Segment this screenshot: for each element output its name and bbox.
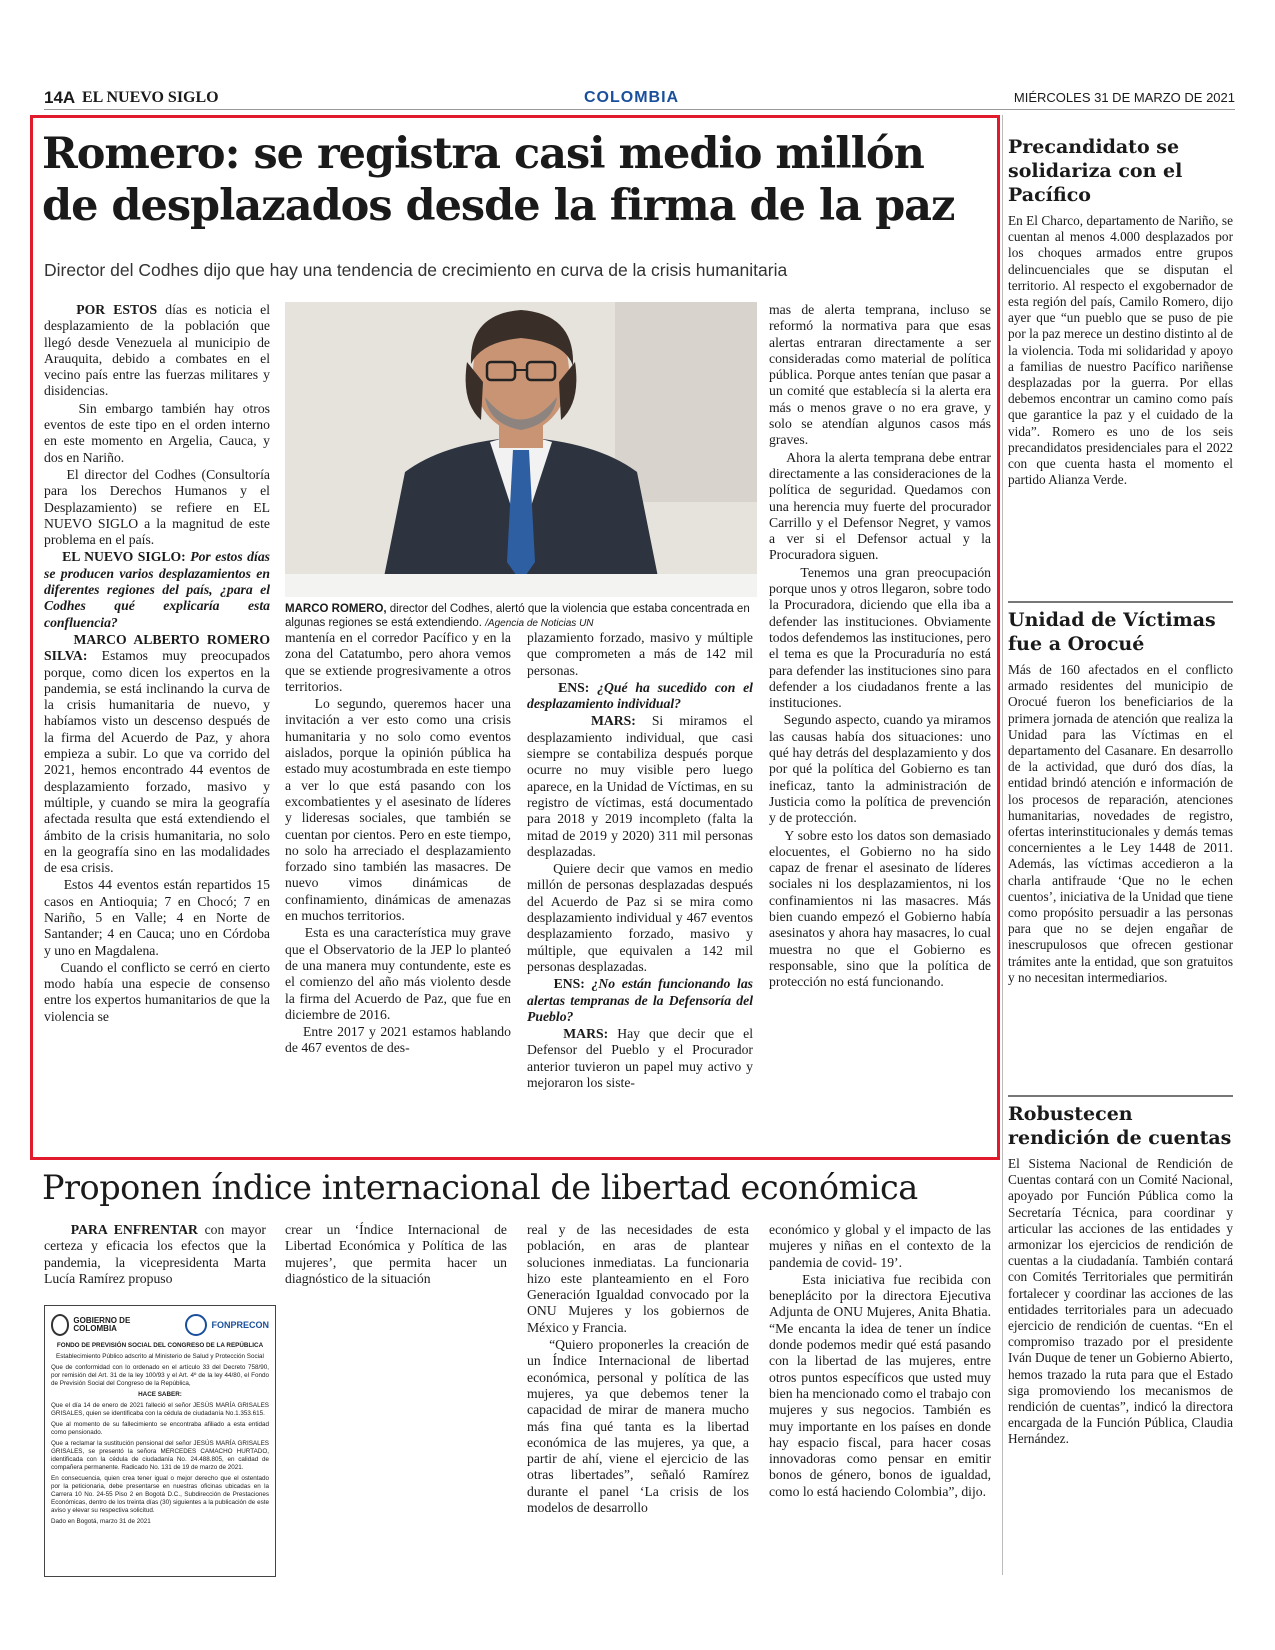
answer: [527, 1026, 753, 1091]
paragraph: [769, 828, 991, 991]
legal-notice: [44, 1305, 276, 1577]
notice-paragraph: En consecuencia, quien crea tener igual o mejor derecho que el ostentado por la peticionaria, debe presentarse en nuestras oficinas ubicadas en la Carrera 10 No. 24-55 Piso 2 en Bogotá D.C., Subdirección de Prestaciones Económicas, dentro de los treinta días (30) siguientes a la publicación de este aviso y elevar su respectiva solicitud.: [51, 1475, 269, 1514]
column-divider: [1002, 115, 1003, 1575]
paragraph: [769, 450, 991, 564]
notice-paragraph: Que a reclamar la sustitución pensional del señor JESÚS MARÍA GRISALES GRISALES, se presentó la señora MERCEDES CAMACHO HURTADO, identificada con la cédula de ciudadanía No. 24.488.805, en calidad de compañera permanente. Radicado No. 131 de 19 de marzo de 2021.: [51, 1440, 269, 1471]
article-column-4: [769, 302, 991, 991]
paragraph-text: Y sobre esto los datos son demasiado elocuentes, el Gobierno no ha sido capaz de frenar el asesinato de líderes sociales ni los desplazamientos, ni los confinamientos ni las masacres. Más bien cuando empezó el Gobierno había asesinatos y ahora hay masacres, lo cual muestra no que el Gobierno es responsable, sino que la política de protección no está funcionando.: [769, 827, 991, 990]
paragraph: [285, 1222, 507, 1287]
paragraph-text: “Quiero proponerles la creación de un Índice Internacional de libertad económica, personal y política de las mujeres, ya que debemos tener la capacidad de mirar de manera mucho más fina qué tanta es la libertad económica de las mujeres, ya que, a partir de ahí, viene el ejercicio de las otras libertades”, señaló Ramírez durante el panel ‘La crisis de los modelos de desarrollo: [527, 1337, 749, 1516]
paragraph: [44, 960, 270, 1025]
logo-text: GOBIERNO DE COLOMBIA: [73, 1316, 131, 1333]
page-header: [44, 88, 1235, 110]
paragraph: [285, 1024, 511, 1057]
question-text: ¿Qué ha sucedido con el desplazamiento individual?: [527, 679, 753, 712]
answer-text: Hay que decir que el Defensor del Pueblo y el Procurador anterior tuvieron un papel muy activo y mejoraron los siste-: [527, 1026, 754, 1091]
brief-title: Precandidato se solidariza con el Pacífico: [1008, 136, 1183, 206]
notice-logos: [51, 1314, 269, 1336]
paragraph-text: Esta es una característica muy grave que el Observatorio de la JEP lo planteó de una manera muy contundente, este es el comienzo del año más violento desde la firma del Acuerdo de Paz, que fue en diciembre de 2016.: [285, 925, 512, 1022]
paragraph: [44, 1222, 266, 1287]
brief-text: El Sistema Nacional de Rendición de Cuentas contará con un Comité Nacional, apoyado por Función Pública como la Secretaría Técnica, para coordinar y articular las acciones de las entidades y armonizar los ejercicios de rendición de cuentas a la ciudadanía. También contará con Comités Territoriales que permitirán fortalecer y coordinar las acciones de las entidades territoriales para un adecuado ejercicio de rendición de cuentas. “En el compromiso trazado por el presidente Iván Duque de tener un Gobierno Abierto, hemos trazado la ruta para que el Estado siga promoviendo los mecanismos de rendición de cuentas”, indicó la directora encargada de la Función Pública, Claudia Hernández.: [1008, 1156, 1233, 1447]
paragraph: [44, 302, 270, 400]
paragraph-text: Sin embargo también hay otros eventos de este tipo en el orden interno en este momento en Argelia, Cauca, y dos en Nariño.: [44, 400, 270, 465]
paragraph-text: días es noticia el desplazamiento de la población que llegó desde Venezuela al municipio de Arauquita, debido a combates en el vecino país entre las fuerzas militares y disidencias.: [44, 302, 271, 399]
answer-text: Si miramos el desplazamiento individual, que casi siempre se contabiliza después porque ocurre no muy visible pero luego aparece, en la Unidad de Víctimas, en su registro de víctimas, está documentado para 2018 y 2019 incompleto (falta la mitad de 2019 y 2020) 311 mil personas desplazadas.: [527, 713, 753, 859]
issue-date: MIÉRCOLES 31 DE MARZO DE 2021: [1013, 90, 1235, 105]
paragraph: [769, 1222, 991, 1271]
second-article-column-2: [285, 1222, 507, 1288]
title-line-1: Romero: se registra casi medio millón: [42, 129, 924, 179]
paragraph-text: real y de las necesidades de esta población, en aras de plantear soluciones inmediatas. La funcionaria hizo este planteamiento en el Foro Generación Igualdad convocado por la ONU Mujeres y los gobiernos de México y Francia.: [527, 1222, 749, 1335]
sidebar-brief-3: [1008, 1102, 1233, 1448]
paragraph: [527, 1222, 749, 1336]
paragraph-text: Tenemos una gran preocupación porque unos y otros llegaron, sobre todo la Procuradora, diciendo que ella iba a defender las instituciones. Obviamente todos defendemos las instituciones, pero el tema es que la Procuraduría no está para defender las instituciones sino para defender a los ciudadanos frente a las instituciones.: [769, 564, 992, 711]
notice-subheading: Establecimiento Público adscrito al Ministerio de Salud y Protección Social: [56, 1353, 264, 1360]
paragraph: [769, 565, 991, 712]
speaker: MARS:: [590, 713, 636, 729]
paragraph-text: Quiere decir que vamos en medio millón de personas desplazadas después del Acuerdo de Paz si se mira como desplazamiento individual y 467 eventos desplazamiento forzado, masivo y múltiple, que equivalen a 142 mil personas desplazadas.: [527, 861, 753, 974]
paragraph-text: El director del Codhes (Consultoría para los Derechos Humanos y el Desplazamiento) se refiere en EL NUEVO SIGLO a la magnitud de este problema en el país.: [44, 466, 270, 548]
paragraph-text: plazamiento forzado, masivo y múltiple que comprometen a más de 142 mil personas.: [527, 630, 753, 678]
article-column-2: [285, 630, 511, 1058]
article-deck: Director del Codhes dijo que hay una tendencia de crecimiento en curva de la crisis humanitaria: [44, 260, 788, 280]
second-article-column-4: [769, 1222, 991, 1501]
paragraph: [44, 467, 270, 548]
question-text: Por estos días se producen varios desplazamientos en diferentes regiones del país, ¿para el Codhes qué explicaría esta confluencia?: [44, 549, 270, 630]
speaker: ENS:: [553, 976, 585, 992]
answer: [527, 713, 753, 860]
paragraph-text: Segundo aspecto, cuando ya miramos las causas había dos situaciones: uno qué hay detrás del desplazamiento y dos por qué la política del Gobierno es tan ineficaz, tanto la administración de Justicia como la política de prevención y de protección.: [769, 712, 991, 826]
article-column-1: [44, 302, 270, 1026]
paragraph: [285, 696, 511, 924]
title-line-2: de desplazados desde la firma de la paz: [42, 181, 955, 231]
article-column-3: [527, 630, 753, 1092]
question: [44, 549, 270, 630]
paragraph-text: económico y global y el impacto de las mujeres y niñas en el contexto de la pandemia de covid- 19’.: [769, 1222, 991, 1270]
paragraph: [285, 630, 511, 695]
portrait-illustration: [285, 302, 757, 597]
paragraph: [527, 861, 753, 975]
paragraph: [527, 630, 753, 679]
sidebar-divider: [1008, 601, 1233, 603]
paragraph: [769, 712, 991, 826]
article-photo: [285, 302, 757, 597]
paragraph: [44, 877, 270, 958]
paragraph-text: mas de alerta temprana, incluso se reformó la normativa para que esas alertas entraran directamente a ser consideradas como material de política pública. Porque antes tenían que pasar a un comité que establecía si la alerta era más o menos grave o no era grave, y solo se atendían algunos casos más graves.: [769, 302, 991, 448]
paragraph-text: con mayor certeza y eficacia los efectos que la pandemia, la vicepresidenta Marta Lucía Ramírez propuso: [44, 1222, 266, 1286]
brief-text: En El Charco, departamento de Nariño, se cuentan al menos 4.000 desplazados por los choques armados entre grupos delincuenciales que se disputan el territorio. Al respecto el exgobernador de esta región del país, Camilo Romero, dijo ayer que “un pueblo que se puso de pie por la paz merece un destino distinto al de la violencia. Toda mi solidaridad y apoyo a familias de nuestro Pacífico nariñense desplazadas por la guerra. Por ellas debemos encontrar un camino como país que garantice la paz y el cuidado de la vida”. Romero es uno de los seis precandidatos presidenciales para el 2022 con que cuenta hasta el momento el partido Alianza Verde.: [1008, 213, 1233, 488]
fonprecon-logo: [185, 1314, 269, 1336]
section-name: COLOMBIA: [584, 89, 680, 106]
sidebar-divider: [1008, 1095, 1233, 1097]
second-article-column-3: [527, 1222, 749, 1517]
paragraph: [44, 401, 270, 466]
paragraph-text: Esta iniciativa fue recibida con beneplácito por la directora Ejecutiva Adjunta de ONU Mujeres, Anita Bhatia. “Me encanta la idea de tener un índice donde podemos medir qué está pasando con la libertad de las mujeres, entre otros puntos específicos que usted muy bien ha mencionado como el trabajo con mujeres y sus negocios. También es muy importante en los países en donde hay espacio fiscal, para hacer cosas innovadoras como pensar en emitir bonos de género, bonos de igualdad, como lo está haciendo Colombia”, dijo.: [769, 1271, 991, 1499]
brief-text: Más de 160 afectados en el conflicto armado residentes del municipio de Orocué fueron los beneficiarios de la primera jornada de atención que realiza la Unidad para las Víctimas en el departamento del Casanare. En desarrollo de la actividad, que duró dos días, la entidad brindó atención e información de los procesos de reparación, atenciones humanitarias, novedades de registro, ofertas interinstitucionales y demás temas concernientes a le Ley 1448 de 2011. Además, las víctimas accedieron a la charla antifraude ‘Que no le echen cuentos’, iniciativa de la Unidad que tiene como propósito persuadir a las personas para que no se dejen engañar de inescrupulosos que ofrecen gestionar trámites ante la entidad, que son gratuitos y no necesitan intermediarios.: [1008, 662, 1233, 985]
lead-in: PARA ENFRENTAR: [70, 1222, 198, 1237]
sidebar-brief-2: [1008, 608, 1233, 986]
notice-heading: FONDO DE PREVISIÓN SOCIAL DEL CONGRESO DE LA REPÚBLICA: [56, 1342, 264, 1349]
article-title: [42, 128, 992, 232]
paragraph-text: Estos 44 eventos están repartidos 15 casos en Antioquia; 7 en Chocó; 7 en Nariño, 5 en Valle; 4 en Norte de Santander; 4 en Cauca; uno en Córdoba y uno en Magdalena.: [44, 877, 270, 958]
notice-paragraph: Que el día 14 de enero de 2021 falleció el señor JESÚS MARÍA GRISALES GRISALES, quien se identificaba con la cédula de ciudadanía No.1.353.615.: [51, 1402, 269, 1417]
paragraph-text: Entre 2017 y 2021 estamos hablando de 467 eventos de des-: [285, 1024, 511, 1056]
question-text: ¿No están funcionando las alertas tempranas de la Defensoría del Pueblo?: [527, 976, 753, 1024]
caption-lead: MARCO ROMERO,: [285, 603, 387, 615]
caption-text: director del Codhes, alertó que la violencia que estaba concentrada en algunas regiones se está extendiendo.: [285, 603, 750, 629]
paragraph-text: Ahora la alerta temprana debe entrar directamente a las consideraciones de la política de seguridad. Quedamos con una herencia muy fuerte del procurador Carrillo y el Defensor Negret, y vamos a ver si el Defensor actual y la Procuradora siguen.: [769, 449, 991, 563]
paragraph: [527, 1337, 749, 1516]
paragraph: [285, 925, 511, 1023]
brief-title: Robustecen rendición de cuentas: [1008, 1103, 1232, 1149]
notice-paragraph: Dado en Bogotá, marzo 31 de 2021: [51, 1518, 151, 1525]
speaker: ENS:: [558, 679, 590, 695]
paragraph-text: mantenía en el corredor Pacífico y en la zona del Catatumbo, pero ahora vemos que se extiende progresivamente a otros territorios.: [285, 630, 511, 694]
paragraph-text: Cuando el conflicto se cerró en cierto modo había una especie de consenso entre los expertos humanitarios de que la violencia se: [44, 959, 271, 1024]
lead-in: POR ESTOS: [76, 302, 158, 317]
notice-paragraph: Que de conformidad con lo ordenado en el artículo 33 del Decreto 758/90, por remisión del Art. 31 de la ley 100/93 y el Art. 4º de la ley 44/80, el Fondo de Previsión Social del Congreso de la República,: [51, 1364, 269, 1387]
second-article-column-1: [44, 1222, 266, 1288]
notice-paragraph: Que al momento de su fallecimiento se encontraba afiliado a esta entidad como pensionado.: [51, 1421, 269, 1436]
speaker: EL NUEVO SIGLO:: [62, 549, 186, 565]
shield-icon: [51, 1314, 69, 1336]
paragraph: [769, 302, 991, 449]
speaker: MARCO ALBERTO ROMERO SILVA:: [44, 631, 271, 664]
paragraph: [769, 1272, 991, 1500]
government-logo: [51, 1314, 155, 1336]
paragraph-text: Lo segundo, queremos hacer una invitación a ver esto como una crisis humanitaria y no solo como eventos aislados, porque la opinión pública ha estado muy acostumbrada en este tiempo a ver lo que está pasando con los excombatientes y el asesinato de líderes y lideresas sociales, que también se cuentan por cientos. Pero en este tiempo, no solo ha arreciado el desplazamiento forzado sino también las masacres. De nuevo vimos dinámicas de confinamiento, dinámicas de amenazas en muchos territorios.: [285, 696, 511, 924]
emblem-icon: [185, 1314, 207, 1336]
logo-text: FONPRECON: [211, 1320, 269, 1330]
photo-caption: [285, 602, 757, 631]
answer-text: Estamos muy preocupados porque, como dicen los expertos en la pandemia, se está inclinando la curva de la crisis humanitaria de nuevo, y habíamos visto un descenso después de la firma del Acuerdo de Paz, y ahora empieza a subir. Lo que va corrido del 2021, hemos encontrado 44 eventos de desplazamiento forzado, masivo y múltiple, y cuando se mira la geografía afectada resulta que está extendiendo el ámbito de la crisis humanitaria, no solo en la geografía sino en las modalidades de esa crisis.: [44, 648, 270, 876]
photo-credit: /Agencia de Noticias UN: [485, 618, 594, 629]
speaker: MARS:: [563, 1026, 609, 1042]
answer: [44, 632, 270, 876]
sidebar-brief-1: [1008, 135, 1233, 488]
page-number: 14A: [44, 88, 76, 107]
second-article-title: Proponen índice internacional de libertad económica: [42, 1168, 918, 1207]
newspaper-name: EL NUEVO SIGLO: [82, 89, 219, 106]
paragraph-text: crear un ‘Índice Internacional de Libertad Económica y Política de las mujeres’, que permita hacer un diagnóstico de la situación: [285, 1222, 507, 1286]
notice-hace-saber: HACE SABER:: [138, 1391, 182, 1398]
question: [527, 976, 753, 1025]
brief-title: Unidad de Víctimas fue a Orocué: [1008, 609, 1216, 655]
question: [527, 680, 753, 713]
